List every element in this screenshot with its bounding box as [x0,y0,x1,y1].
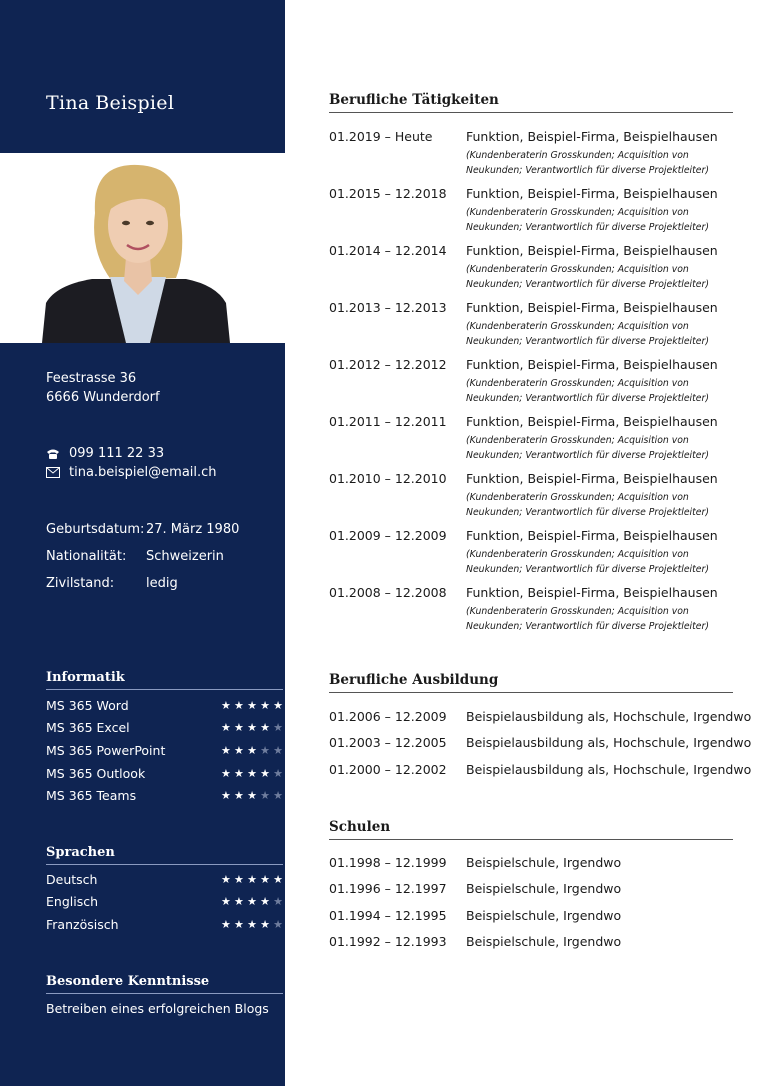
star-empty-icon: ★ [273,789,283,803]
star-filled-icon: ★ [260,872,270,886]
star-filled-icon: ★ [260,698,270,712]
school-entry: 01.1996 – 12.1997 Beispielschule, Irgendwo [329,881,622,897]
address-block [46,369,160,407]
kenntnisse-text: Betreiben eines erfolgreichen Blogs [46,1001,269,1016]
personal-details [46,516,239,597]
star-filled-icon: ★ [234,698,244,712]
phone-row [46,444,217,463]
star-filled-icon: ★ [234,743,244,757]
informatik-list [46,694,283,807]
star-filled-icon: ★ [221,872,231,886]
schulen-list [329,855,739,960]
skill-row: MS 365 Excel ★ ★ ★ ★ ★ [46,720,283,736]
star-filled-icon: ★ [234,789,244,803]
star-filled-icon: ★ [273,872,283,886]
star-filled-icon: ★ [221,895,231,909]
star-empty-icon: ★ [273,721,283,735]
rating-stars [221,918,283,931]
rating-stars [221,699,283,712]
rating-stars [221,789,283,802]
star-filled-icon: ★ [247,872,257,886]
rating-stars [221,721,283,734]
address-street: Feestrasse 36 [46,371,137,386]
job-entry: 01.2012 – 12.2012 Funktion, Beispiel-Firma, Beispielhausen (Kundenberaterin Grosskunden; Acquisition von Neukunden; Verantwortlich für diverse Projektleiter) [329,357,718,404]
star-filled-icon: ★ [221,721,231,735]
star-empty-icon: ★ [273,743,283,757]
rating-stars [221,744,283,757]
rating-stars [221,873,283,886]
skill-row: MS 365 Outlook ★ ★ ★ ★ ★ [46,765,283,781]
job-entry: 01.2013 – 12.2013 Funktion, Beispiel-Firma, Beispielhausen (Kundenberaterin Grosskunden; Acquisition von Neukunden; Verantwortlich für diverse Projektleiter) [329,300,718,347]
email-address[interactable]: tina.beispiel@email.ch [69,465,217,480]
ausbildung-heading: Berufliche Ausbildung [329,672,733,693]
contact-block [46,444,217,482]
star-filled-icon: ★ [234,895,244,909]
job-entry: 01.2019 – Heute Funktion, Beispiel-Firma, Beispielhausen (Kundenberaterin Grosskunden; Acquisition von Neukunden; Verantwortlich für diverse Projektleiter) [329,129,718,176]
job-entry: 01.2010 – 12.2010 Funktion, Beispiel-Firma, Beispielhausen (Kundenberaterin Grosskunden; Acquisition von Neukunden; Verantwortlich für diverse Projektleiter) [329,471,718,518]
star-filled-icon: ★ [221,766,231,780]
school-entry: 01.1998 – 12.1999 Beispielschule, Irgendwo [329,855,622,870]
star-empty-icon: ★ [273,917,283,931]
star-filled-icon: ★ [221,743,231,757]
language-row: Deutsch ★ ★ ★ ★ ★ [46,871,283,887]
rating-stars [221,767,283,780]
address-city: 6666 Wunderdorf [46,390,160,405]
portrait-photo [0,153,285,343]
star-filled-icon: ★ [221,789,231,803]
detail-row: Geburtsdatum: 27. März 1980 [46,522,240,537]
job-entry: 01.2015 – 12.2018 Funktion, Beispiel-Firma, Beispielhausen (Kundenberaterin Grosskunden; Acquisition von Neukunden; Verantwortlich für diverse Projektleiter) [329,186,718,233]
skill-row: MS 365 Word ★ ★ ★ ★ ★ [46,697,283,713]
star-empty-icon: ★ [273,766,283,780]
job-entry: 01.2011 – 12.2011 Funktion, Beispiel-Firma, Beispielhausen (Kundenberaterin Grosskunden; Acquisition von Neukunden; Verantwortlich für diverse Projektleiter) [329,414,718,461]
skill-row: MS 365 PowerPoint ★ ★ ★ ★ ★ [46,742,283,758]
sprachen-heading: Sprachen [46,845,283,865]
star-filled-icon: ★ [234,766,244,780]
rating-stars [221,895,283,908]
star-filled-icon: ★ [260,917,270,931]
email-row [46,463,217,482]
star-filled-icon: ★ [260,895,270,909]
detail-row: Nationalität: Schweizerin [46,549,224,564]
job-entry: 01.2009 – 12.2009 Funktion, Beispiel-Firma, Beispielhausen (Kundenberaterin Grosskunden; Acquisition von Neukunden; Verantwortlich für diverse Projektleiter) [329,528,718,575]
star-filled-icon: ★ [234,917,244,931]
education-entry: 01.2000 – 12.2002 Beispielausbildung als, Hochschule, Irgendwo [329,761,752,777]
person-name: Tina Beispiel [46,92,175,114]
star-filled-icon: ★ [247,743,257,757]
star-filled-icon: ★ [260,721,270,735]
star-empty-icon: ★ [260,743,270,757]
education-entry: 01.2006 – 12.2009 Beispielausbildung als, Hochschule, Irgendwo [329,709,752,724]
star-filled-icon: ★ [247,917,257,931]
language-row: Französisch ★ ★ ★ ★ ★ [46,916,283,932]
star-empty-icon: ★ [260,789,270,803]
star-filled-icon: ★ [221,917,231,931]
sidebar [0,0,285,1086]
star-filled-icon: ★ [221,698,231,712]
language-row: Englisch ★ ★ ★ ★ ★ [46,894,283,910]
envelope-icon [46,467,62,478]
portrait-illustration [0,153,285,343]
schulen-heading: Schulen [329,819,733,840]
taetigkeiten-list [329,129,739,642]
star-filled-icon: ★ [247,721,257,735]
star-filled-icon: ★ [247,698,257,712]
star-filled-icon: ★ [234,872,244,886]
skill-row: MS 365 Teams ★ ★ ★ ★ ★ [46,788,283,804]
ausbildung-list [329,709,752,788]
taetigkeiten-heading: Berufliche Tätigkeiten [329,92,733,113]
phone-icon [46,448,62,460]
star-filled-icon: ★ [247,789,257,803]
kenntnisse-heading: Besondere Kenntnisse [46,974,283,994]
star-filled-icon: ★ [260,766,270,780]
job-entry: 01.2014 – 12.2014 Funktion, Beispiel-Firma, Beispielhausen (Kundenberaterin Grosskunden; Acquisition von Neukunden; Verantwortlich für diverse Projektleiter) [329,243,718,290]
star-filled-icon: ★ [234,721,244,735]
school-entry: 01.1992 – 12.1993 Beispielschule, Irgendwo [329,933,622,949]
star-filled-icon: ★ [247,766,257,780]
education-entry: 01.2003 – 12.2005 Beispielausbildung als, Hochschule, Irgendwo [329,735,752,751]
informatik-heading: Informatik [46,670,283,690]
star-empty-icon: ★ [273,895,283,909]
detail-row: Zivilstand: ledig [46,576,178,591]
job-entry: 01.2008 – 12.2008 Funktion, Beispiel-Firma, Beispielhausen (Kundenberaterin Grosskunden; Acquisition von Neukunden; Verantwortlich für diverse Projektleiter) [329,585,718,632]
school-entry: 01.1994 – 12.1995 Beispielschule, Irgendwo [329,907,622,923]
star-filled-icon: ★ [247,895,257,909]
phone-number[interactable]: 099 111 22 33 [69,446,165,461]
star-filled-icon: ★ [273,698,283,712]
sprachen-list [46,868,283,936]
